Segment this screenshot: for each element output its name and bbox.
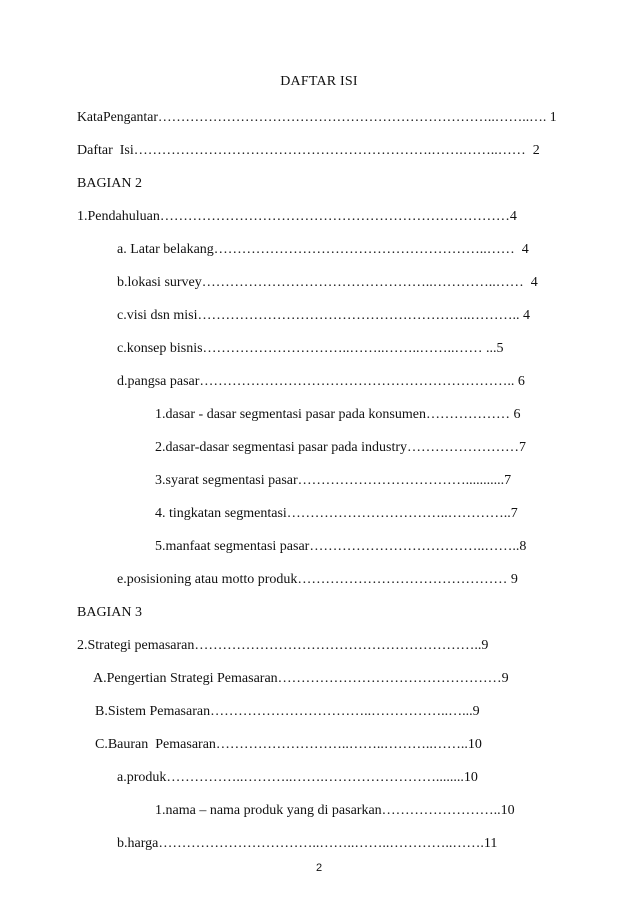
toc-entry-manfaat-segmentasi: 5.manfaat segmentasi pasar………………………………..……..8 (155, 539, 527, 554)
toc-entry-lokasi-survey: b.lokasi survey…………………………………………..…………..…… 4 (117, 275, 538, 290)
toc-entry-daftar-isi: Daftar Isi……………………………………………………….…….……..…… 2 (77, 143, 540, 158)
toc-entry-nama-produk: 1.nama – nama produk yang di pasarkan……………………..10 (155, 803, 515, 818)
toc-entry-pengertian-strategi: A.Pengertian Strategi Pemasaran…………………………………………9 (93, 671, 509, 686)
toc-entry-latar-belakang: a. Latar belakang…………………………………………………..…… 4 (117, 242, 529, 257)
toc-entry-bauran-pemasaran: C.Bauran Pemasaran………………………..……..………..……..10 (95, 737, 482, 752)
toc-entry-segmentasi-industry: 2.dasar-dasar segmentasi pasar pada industry……………………7 (155, 440, 527, 455)
toc-entry-visi-misi: c.visi dsn misi…………………………………………………..……….. 4 (117, 308, 531, 323)
toc-section-bagian-2: BAGIAN 2 (77, 176, 142, 191)
toc-entry-harga: b.harga……………………………..……..……..…………..…….11 (117, 836, 498, 851)
toc-entry-segmentasi-konsumen: 1.dasar - dasar segmentasi pasar pada konsumen……………… 6 (155, 407, 521, 422)
toc-entry-sistem-pemasaran: B.Sistem Pemasaran……………………………..……………..…...9 (95, 704, 480, 719)
toc-entry-kata-pengantar: KataPengantar………………………………………………………………..……..…. 1 (77, 109, 557, 124)
toc-entry-pendahuluan: 1.Pendahuluan…………………………………………………………………4 (77, 209, 517, 224)
toc-entry-strategi-pemasaran: 2.Strategi pemasaran……………………………………………………..9 (77, 638, 489, 653)
page-number: 2 (315, 862, 323, 874)
toc-entry-posisioning: e.posisioning atau motto produk……………………………………… 9 (117, 572, 518, 587)
toc-section-bagian-3: BAGIAN 3 (77, 605, 142, 620)
toc-entry-pangsa-pasar: d.pangsa pasar………………………………………………………….. 6 (117, 374, 525, 389)
toc-entry-konsep-bisnis: c.konsep bisnis…………………………..……..……..……..…… ...5 (117, 341, 504, 356)
toc-entry-syarat-segmentasi: 3.syarat segmentasi pasar………………………………...........7 (155, 473, 512, 488)
toc-entry-produk: a.produk……………..………..…….……………………........10 (117, 770, 478, 785)
toc-entry-tingkatan-segmentasi: 4. tingkatan segmentasi……………………………..…………..7 (155, 506, 518, 521)
page-title: DAFTAR ISI (280, 74, 358, 89)
